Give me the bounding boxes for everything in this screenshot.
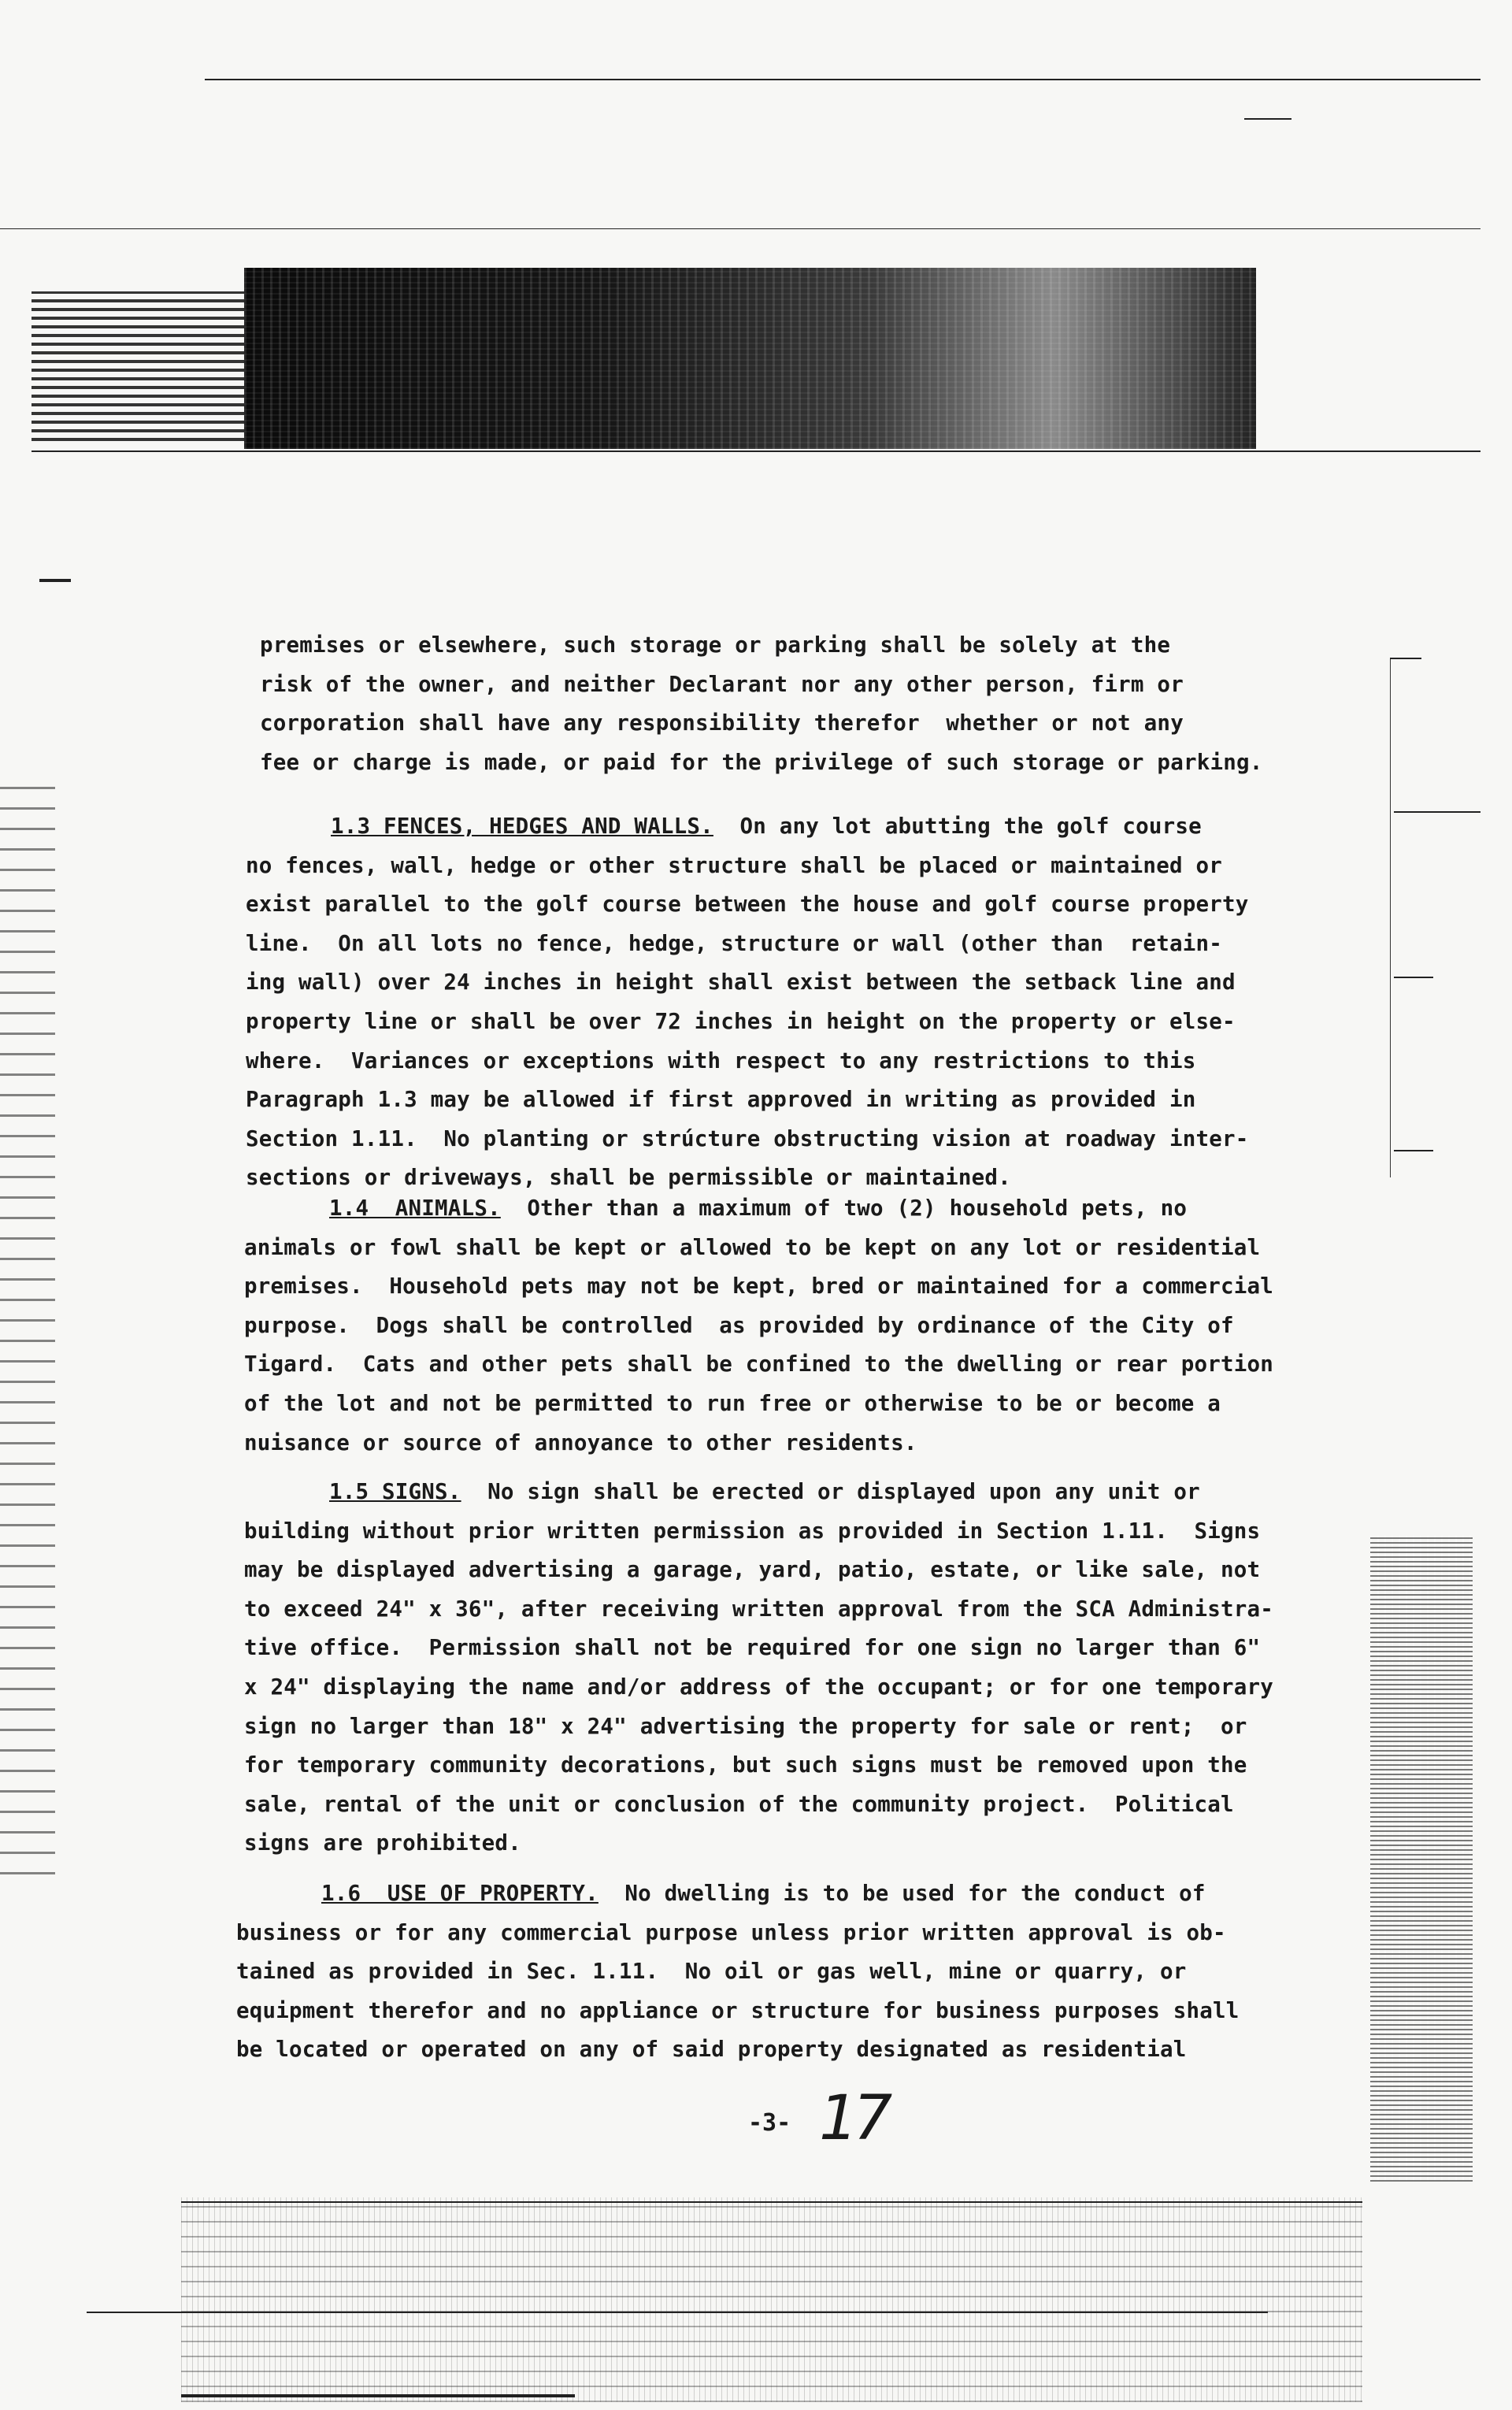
paragraph-line xyxy=(236,1952,1186,1990)
line-text: signs are prohibited. xyxy=(244,1830,521,1856)
paragraph-line xyxy=(331,807,1202,845)
paragraph-line xyxy=(244,1512,1260,1550)
line-text: business or for any commercial purpose unless prior written approval is ob- xyxy=(236,1919,1226,1945)
scan-bottom-rule-1 xyxy=(181,2201,1362,2203)
line-text: for temporary community decorations, but such signs must be removed upon the xyxy=(244,1752,1247,1778)
paragraph-line xyxy=(244,1307,1234,1344)
paragraph-line xyxy=(244,1824,521,1862)
paragraph-line xyxy=(321,1874,1206,1912)
paragraph-line xyxy=(260,743,1263,781)
line-text: sale, rental of the unit or conclusion of the community project. Political xyxy=(244,1791,1234,1817)
paragraph-line xyxy=(244,1746,1247,1784)
paragraph-line xyxy=(244,1229,1260,1266)
line-text: sign no larger than 18" x 24" advertising the property for sale or rent; or xyxy=(244,1713,1247,1739)
section-heading: 1.6 USE OF PROPERTY. xyxy=(321,1881,598,1906)
section-heading: 1.5 SIGNS. xyxy=(329,1479,461,1504)
line-text: tive office. Permission shall not be required for one sign no larger than 6" xyxy=(244,1635,1261,1661)
line-text: Section 1.11. No planting or strúcture obstructing vision at roadway inter- xyxy=(246,1125,1249,1151)
scan-artifact-left-edge xyxy=(0,772,55,1874)
line-text: line. On all lots no fence, hedge, structure or wall (other than retain- xyxy=(246,930,1222,956)
paragraph-line xyxy=(244,1590,1273,1628)
paragraph-line xyxy=(246,1003,1236,1040)
line-text: premises or elsewhere, such storage or parking shall be solely at the xyxy=(260,632,1171,658)
paragraph-line xyxy=(260,704,1184,742)
scan-right-mark-1 xyxy=(1390,658,1421,659)
scan-right-mark-4 xyxy=(1394,1150,1433,1151)
line-text: fee or charge is made, or paid for the privilege of such storage or parking. xyxy=(260,749,1263,775)
paragraph-line xyxy=(329,1189,1187,1227)
section-heading: 1.3 FENCES, HEDGES AND WALLS. xyxy=(331,814,713,839)
paragraph-line xyxy=(246,1081,1195,1118)
scan-bottom-rule-2 xyxy=(87,2312,1268,2313)
scan-artifact-bottom xyxy=(181,2197,1362,2402)
paragraph-line xyxy=(244,1668,1273,1706)
paragraph-line xyxy=(246,1042,1195,1080)
line-text: be located or operated on any of said property designated as residential xyxy=(236,2037,1187,2063)
paragraph-line xyxy=(260,666,1184,703)
scan-artifact-right-edge xyxy=(1370,1536,1473,2182)
line-text: No sign shall be erected or displayed upon any unit or xyxy=(487,1479,1200,1504)
scan-top-rule-1 xyxy=(205,79,1480,80)
paragraph-line xyxy=(236,1914,1226,1952)
paragraph-line xyxy=(244,1424,917,1462)
section-heading: 1.4 ANIMALS. xyxy=(329,1196,501,1221)
paragraph-line xyxy=(244,1551,1260,1589)
line-text: animals or fowl shall be kept or allowed to be kept on any lot or residential xyxy=(244,1234,1261,1260)
paragraph-line xyxy=(236,1992,1240,2030)
line-text: sections or driveways, shall be permissible or maintained. xyxy=(246,1165,1011,1191)
line-text: equipment therefor and no appliance or structure for business purposes shall xyxy=(236,1997,1240,2023)
line-text: where. Variances or exceptions with respect to any restrictions to this xyxy=(246,1047,1196,1073)
paragraph-line xyxy=(244,1345,1273,1383)
scan-artifact-dark-band xyxy=(244,268,1256,449)
line-text: No dwelling is to be used for the conduct of xyxy=(624,1881,1206,1906)
scan-top-rule-3 xyxy=(0,228,1480,229)
paragraph-line xyxy=(329,1473,1200,1511)
paragraph-line xyxy=(246,925,1222,962)
line-text: property line or shall be over 72 inches in height on the property or else- xyxy=(246,1009,1236,1034)
line-text: tained as provided in Sec. 1.11. No oil or gas well, mine or quarry, or xyxy=(236,1959,1187,1985)
line-text: to exceed 24" x 36", after receiving written approval from the SCA Administra- xyxy=(244,1596,1273,1622)
line-text: x 24" displaying the name and/or address of the occupant; or for one temporary xyxy=(244,1674,1273,1700)
line-text: ing wall) over 24 inches in height shall exist between the setback line and xyxy=(246,970,1236,996)
line-text: nuisance or source of annoyance to other residents. xyxy=(244,1429,917,1455)
paragraph-line xyxy=(246,1120,1249,1158)
scan-right-vertical xyxy=(1390,658,1391,1177)
line-text: of the lot and not be permitted to run free or otherwise to be or become a xyxy=(244,1391,1221,1416)
line-text: exist parallel to the golf course between the house and golf course property xyxy=(246,892,1249,918)
scan-right-mark-3 xyxy=(1394,977,1433,978)
paragraph-line xyxy=(246,963,1236,1001)
paragraph-line xyxy=(246,885,1249,923)
paragraph-line xyxy=(244,1385,1221,1422)
handwritten-page-number: 17 xyxy=(819,2083,888,2154)
line-text: corporation shall have any responsibility therefor whether or not any xyxy=(260,710,1184,736)
line-text: premises. Household pets may not be kept, bred or maintained for a commercial xyxy=(244,1274,1273,1300)
page-number: -3- xyxy=(748,2109,791,2137)
paragraph-line xyxy=(244,1707,1247,1745)
line-text: risk of the owner, and neither Declarant nor any other person, firm or xyxy=(260,671,1184,697)
line-text: no fences, wall, hedge or other structure shall be placed or maintained or xyxy=(246,852,1222,878)
line-text: Paragraph 1.3 may be allowed if first approved in writing as provided in xyxy=(246,1087,1196,1113)
line-text: building without prior written permission as provided in Section 1.11. Signs xyxy=(244,1518,1261,1544)
paragraph-line xyxy=(244,1267,1273,1305)
paragraph-line xyxy=(260,626,1170,664)
paragraph-line xyxy=(246,847,1222,884)
line-text: Tigard. Cats and other pets shall be confined to the dwelling or rear portion xyxy=(244,1351,1273,1377)
scan-bottom-rule-3 xyxy=(181,2394,575,2397)
line-text: purpose. Dogs shall be controlled as provided by ordinance of the City of xyxy=(244,1312,1234,1338)
scan-top-rule-2 xyxy=(1244,118,1292,120)
scan-right-mark-2 xyxy=(1394,811,1480,813)
paragraph-line xyxy=(236,2030,1186,2068)
paragraph-line xyxy=(244,1785,1234,1823)
line-text: On any lot abutting the golf course xyxy=(739,814,1202,839)
scan-artifact-left-bars xyxy=(32,291,248,441)
line-text: Other than a maximum of two (2) household pets, no xyxy=(527,1196,1188,1221)
scan-rule-under-band xyxy=(32,450,1480,452)
scan-left-mark xyxy=(39,579,71,582)
paragraph-line xyxy=(244,1629,1260,1667)
line-text: may be displayed advertising a garage, yard, patio, estate, or like sale, not xyxy=(244,1557,1261,1583)
